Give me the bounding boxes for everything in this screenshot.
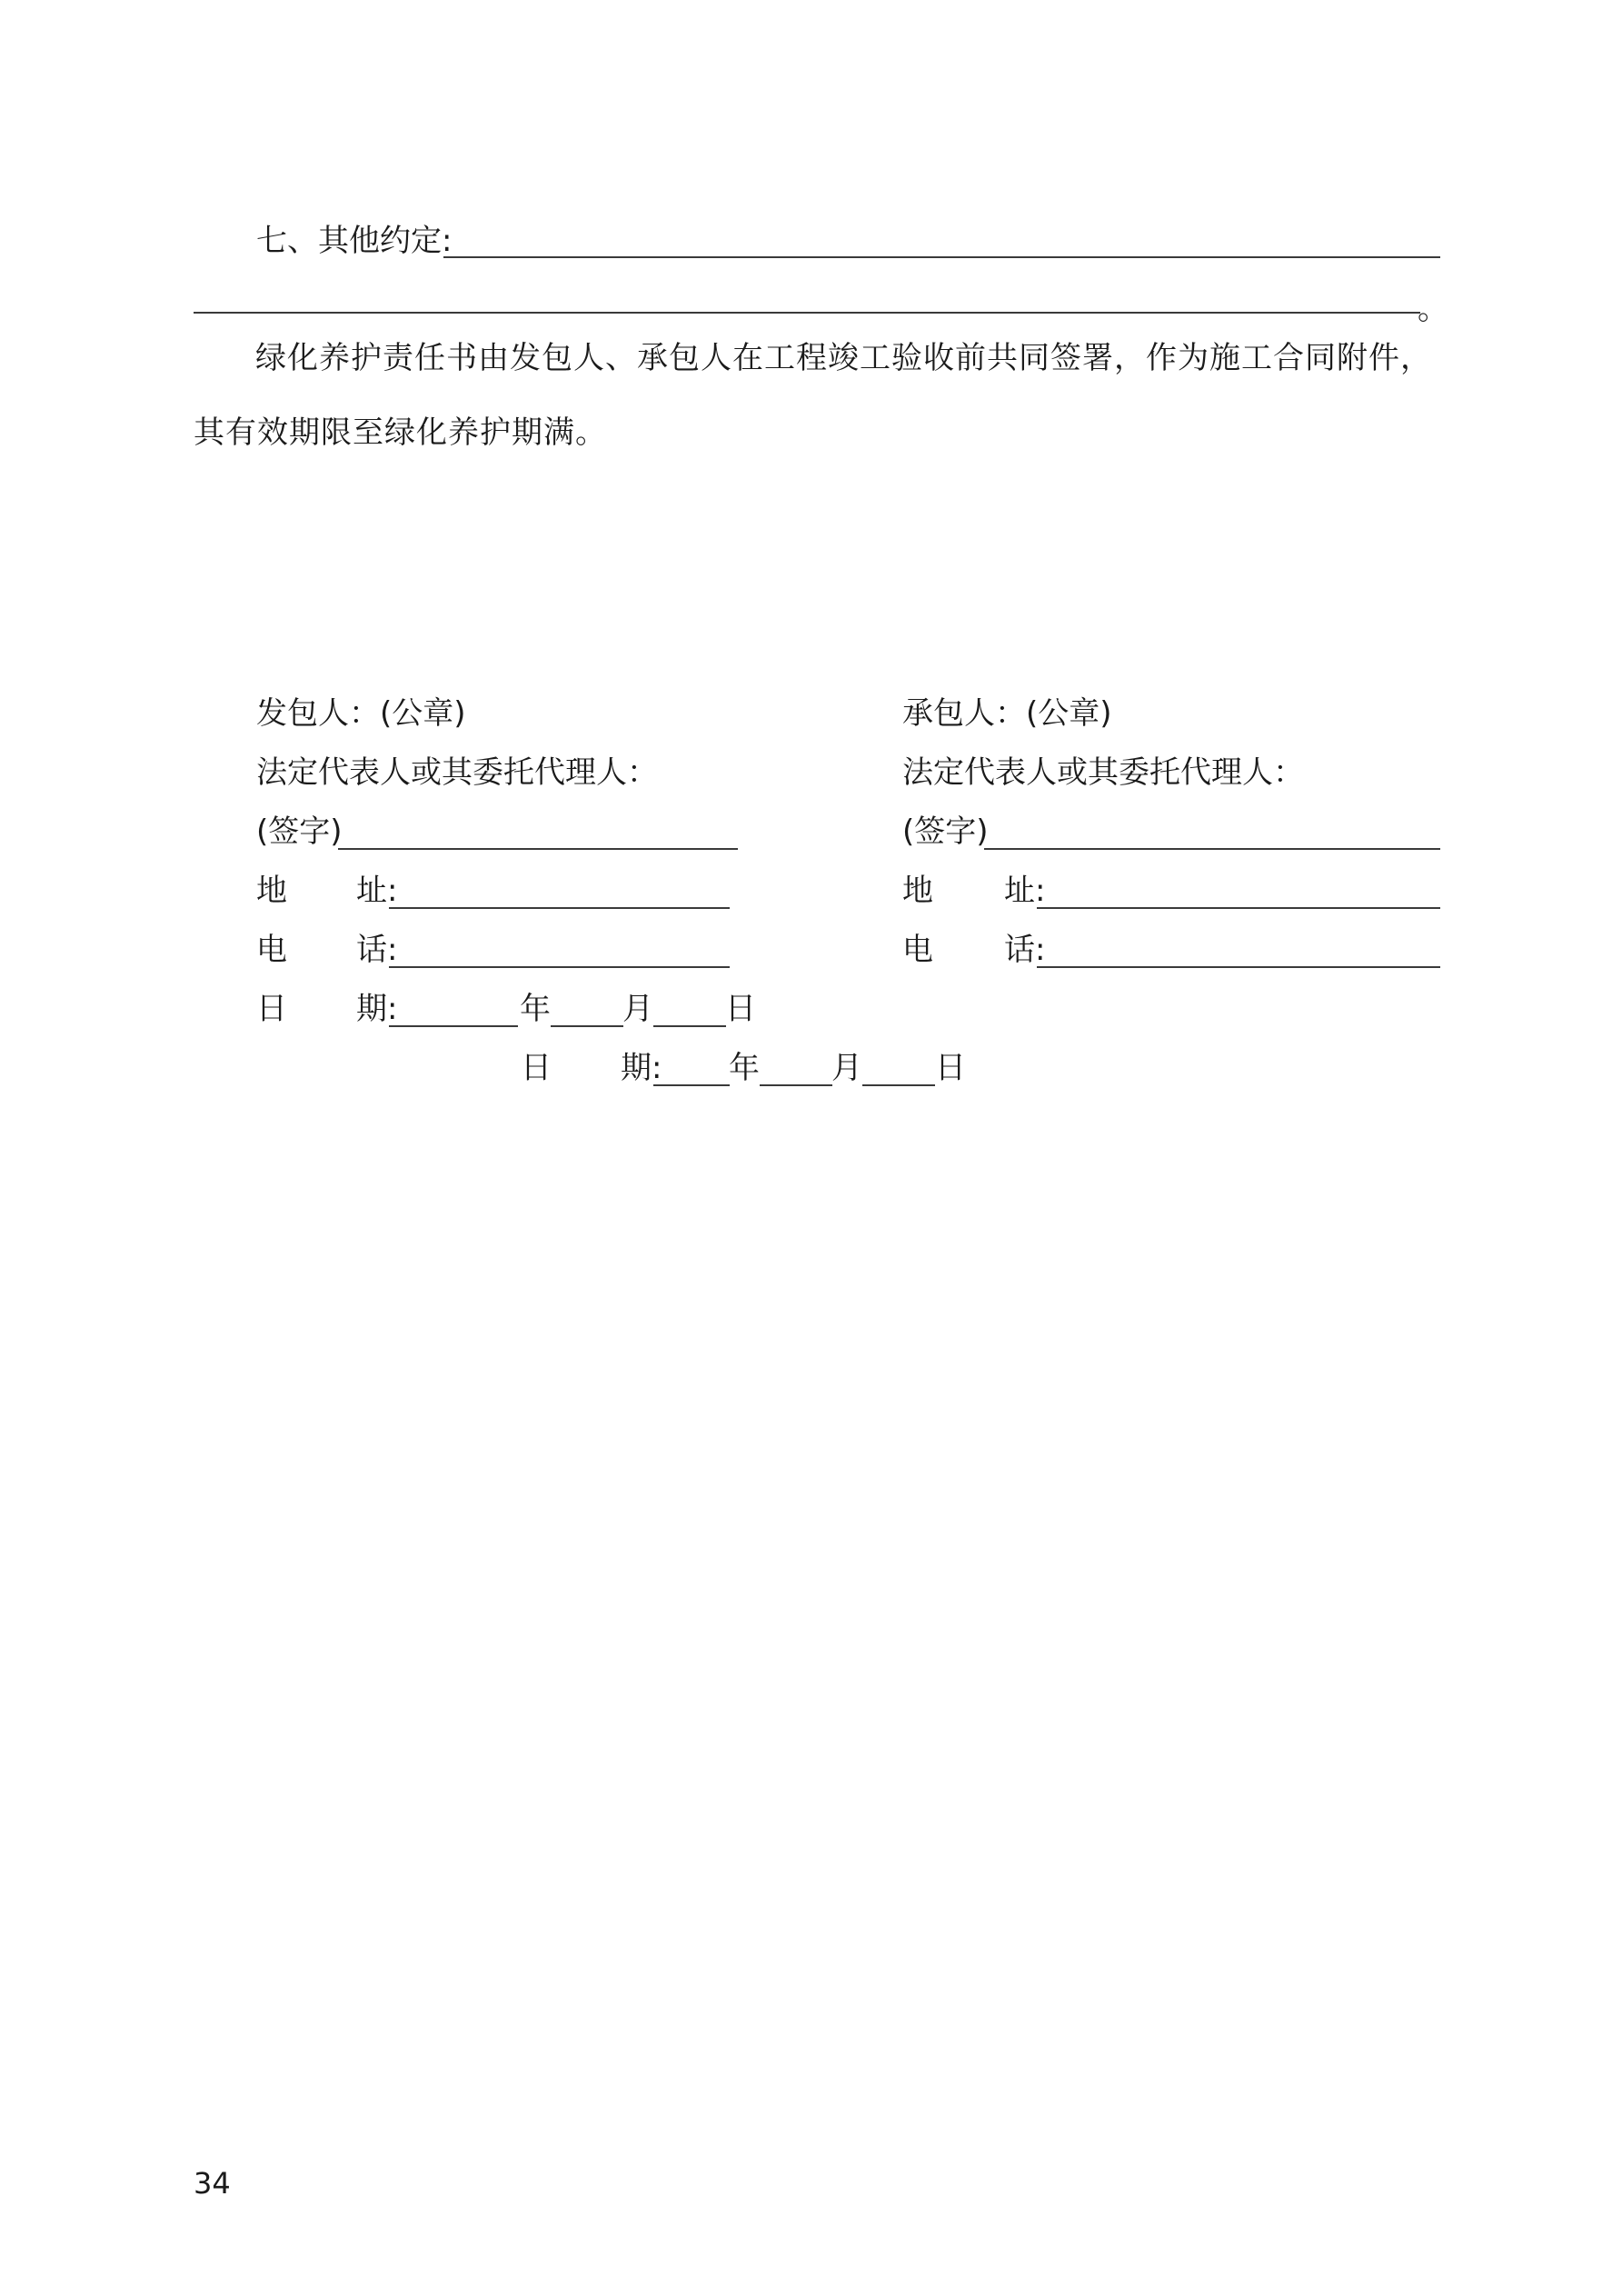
extra-date-year: 年 xyxy=(729,1050,760,1086)
employer-date-month-line[interactable] xyxy=(551,1025,623,1027)
employer-date-label-a: 日 xyxy=(256,991,287,1027)
contractor-sign-line[interactable] xyxy=(984,848,1440,850)
contractor-phone-label-a: 电 xyxy=(902,932,933,968)
page-number: 34 xyxy=(194,2166,231,2201)
employer-address-line[interactable] xyxy=(389,907,730,909)
validity-paragraph: 绿化养护责任书由发包人、承包人在工程竣工验收前共同签署，作为施工合同附件，其有效期限至绿化养护期满。 xyxy=(194,340,1432,451)
extra-date-label-a: 日 xyxy=(521,1050,552,1086)
extra-date-label-b: 期: xyxy=(621,1050,662,1086)
contractor-rep-label: 法定代表人或其委托代理人： xyxy=(902,754,1304,791)
extra-date-month: 月 xyxy=(831,1050,862,1086)
employer-phone-label-a: 电 xyxy=(256,932,287,968)
employer-date-year: 年 xyxy=(520,991,551,1027)
employer-date-day-line[interactable] xyxy=(653,1025,726,1027)
employer-date-label-b: 期: xyxy=(356,991,398,1027)
clause-7-label: 七、其他约定: xyxy=(256,223,453,259)
employer-date-year-line[interactable] xyxy=(389,1025,518,1027)
employer-date-day: 日 xyxy=(725,991,756,1027)
contractor-phone-label-b: 话: xyxy=(1004,932,1046,968)
contractor-address-label-a: 地 xyxy=(902,873,933,909)
clause-7-blank-line-1[interactable] xyxy=(443,256,1440,258)
employer-sign-line[interactable] xyxy=(338,848,738,850)
employer-address-label-a: 地 xyxy=(256,873,287,909)
contractor-address-line[interactable] xyxy=(1037,907,1440,909)
extra-date-month-line[interactable] xyxy=(760,1084,832,1086)
clause-7-end-mark: 。 xyxy=(1418,291,1448,327)
employer-phone-label-b: 话: xyxy=(356,932,398,968)
contractor-phone-line[interactable] xyxy=(1037,966,1440,968)
employer-phone-line[interactable] xyxy=(389,966,730,968)
employer-date-month: 月 xyxy=(622,991,653,1027)
extra-date-year-line[interactable] xyxy=(653,1084,730,1086)
employer-sign-label: (签字) xyxy=(256,814,343,850)
employer-address-label-b: 址: xyxy=(356,873,398,909)
extra-date-day-line[interactable] xyxy=(862,1084,935,1086)
clause-7-blank-line-2[interactable] xyxy=(194,312,1420,314)
extra-date-day: 日 xyxy=(935,1050,966,1086)
contractor-address-label-b: 址: xyxy=(1004,873,1046,909)
contractor-sign-label: (签字) xyxy=(902,814,989,850)
employer-title: 发包人：(公章) xyxy=(256,695,466,732)
employer-rep-label: 法定代表人或其委托代理人： xyxy=(256,754,658,791)
contractor-title: 承包人：(公章) xyxy=(902,695,1112,732)
